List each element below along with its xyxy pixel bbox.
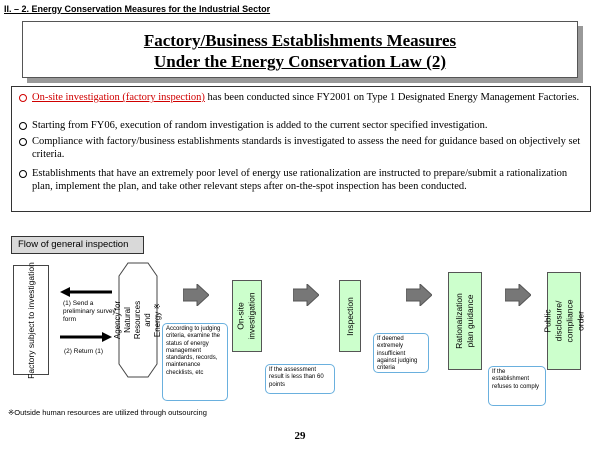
flow-label: Flow of general inspection (11, 236, 144, 254)
public-disclosure-box (542, 272, 586, 370)
bullets-box (11, 86, 591, 212)
bullet-text: Starting from FY06, execution of random investigation is added to the current sector specified investigation. (32, 120, 488, 131)
insufficient-callout: If deemed extremely insufficient against judging criteria (373, 333, 429, 373)
judging-criteria-callout: According to judging criteria, examine the status of energy management standards, records, maintenance checklists, etc (162, 323, 228, 401)
bullet-text: Establishments that have an extremely poor level of energy use rationalization are instructed to prepare/submit a rationalization plan, implement the plan, and take other relevant steps after on-the-spot inspection has been conducted. (32, 168, 568, 192)
page-number: 29 (294, 430, 306, 442)
title-line-2: Under the Energy Conservation Law (2) (154, 52, 446, 71)
public-disclosure-label: Public disclosure/ compliance order (542, 299, 586, 343)
block-arrow-icon (293, 284, 319, 306)
factory-box (13, 261, 49, 379)
arrow-right-icon (60, 332, 112, 342)
assessment-callout: If the assessment result is less than 60 points (265, 364, 335, 394)
bullet-item (19, 120, 584, 133)
bullet-highlight: On-site investigation (factory inspection) (32, 92, 205, 103)
rationalization-guidance-box (448, 272, 482, 370)
onsite-investigation-box (232, 280, 262, 352)
circle-bullet-icon (19, 138, 27, 146)
inspection-label: Inspection (344, 296, 355, 336)
block-arrow-icon (505, 284, 531, 306)
footnote: ※Outside human resources are utilized through outsourcing (8, 408, 207, 417)
refuses-callout: If the establishment refuses to comply (488, 366, 546, 406)
return-label: (2) Return (1) (64, 348, 104, 355)
circle-bullet-icon (19, 170, 27, 178)
arrow-left-icon (60, 287, 112, 297)
bullet-item (19, 168, 584, 193)
section-label: II. – 2. Energy Conservation Measures for the Industrial Sector (4, 4, 271, 14)
rationalization-guidance-label: Rationalization plan guidance (454, 293, 476, 349)
factory-label: Factory subject to investigation (25, 261, 36, 379)
circle-bullet-icon (19, 94, 27, 102)
onsite-investigation-label: On-site investigation (236, 292, 257, 340)
bullet-item (19, 92, 584, 105)
agency-box (113, 262, 162, 378)
agency-label: Agency for Natural Resources and Energy ※ (113, 300, 162, 340)
send-survey-label: (1) Send a preliminary survey form (63, 300, 116, 323)
bullet-text: Compliance with factory/business establishments standards is investigated to assess the need for guidance based on objectively set criteria. (32, 136, 581, 160)
block-arrow-icon (183, 284, 209, 306)
inspection-box (339, 280, 361, 352)
title-line-1: Factory/Business Establishments Measures (143, 31, 457, 50)
circle-bullet-icon (19, 122, 27, 130)
bullet-text: has been conducted since FY2001 on Type 1 Designated Energy Management Factories. (204, 92, 580, 103)
bullet-item (19, 136, 584, 161)
title-box (22, 21, 578, 78)
block-arrow-icon (406, 284, 432, 306)
